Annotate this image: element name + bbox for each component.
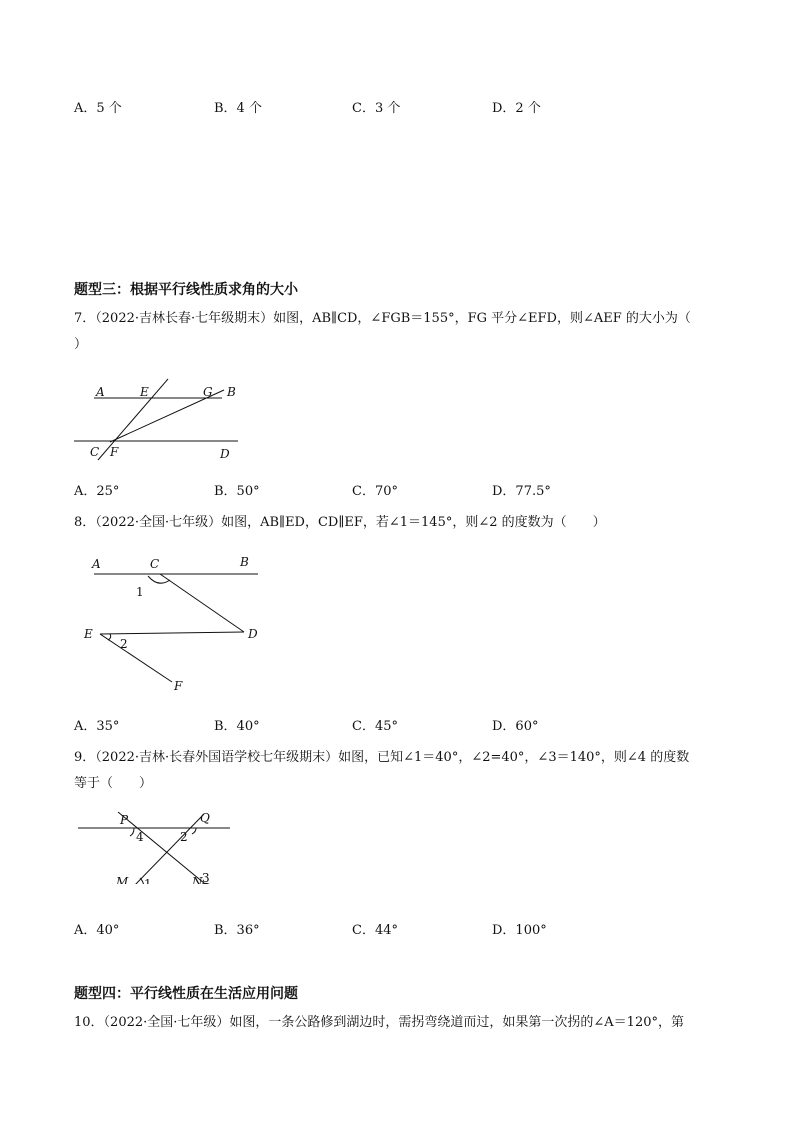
- q9-option-d: D．100°: [492, 923, 547, 938]
- label-angle-2: 2: [180, 830, 188, 844]
- line-cd: [160, 574, 244, 632]
- q6-option-d: D．2 个: [492, 101, 541, 116]
- label-m: M: [116, 875, 129, 884]
- q7-option-c: C．70°: [352, 484, 398, 499]
- label-angle-1: 1: [136, 585, 144, 599]
- question-7-line-2: ）: [74, 337, 88, 352]
- q8-option-c: C．45°: [352, 719, 398, 734]
- label-angle-2: 2: [120, 637, 128, 651]
- q9-option-c: C．44°: [352, 923, 398, 938]
- question-9-line-2: 等于（ ）: [74, 776, 153, 791]
- question-9-text: [74, 745, 730, 797]
- q7-option-b: B．50°: [214, 484, 260, 499]
- label-p: P: [120, 813, 129, 827]
- line-ef: [98, 379, 168, 460]
- label-n: N: [192, 875, 203, 884]
- angle-1-arc: [148, 576, 170, 583]
- line-ef: [100, 634, 172, 682]
- q6-option-c: C．3 个: [352, 101, 401, 116]
- q7-option-a: A．25°: [74, 484, 120, 499]
- label-f: F: [174, 679, 183, 693]
- label-c: C: [90, 445, 100, 459]
- question-7-text: [74, 306, 730, 358]
- angle-2-arc: [192, 828, 196, 834]
- q8-option-b: B．40°: [214, 719, 260, 734]
- label-q: Q: [200, 811, 210, 825]
- label-angle-4: 4: [136, 830, 144, 844]
- label-angle-1: 1: [144, 877, 152, 884]
- question-7-line-1: 7．（2022·吉林长春·七年级期末）如图，AB∥CD，∠FGB＝155°，FG 平分∠EFD，则∠AEF 的大小为（: [74, 311, 691, 326]
- question-7-figure: [70, 378, 250, 466]
- q8-option-d: D．60°: [492, 719, 539, 734]
- label-e: E: [140, 385, 149, 399]
- q9-option-b: B．36°: [214, 923, 260, 938]
- q7-diagram: [70, 378, 250, 462]
- section-4-heading: 题型四：平行线性质在生活应用问题: [74, 986, 298, 1002]
- label-a: A: [96, 385, 105, 399]
- line-pn: [118, 812, 210, 884]
- q6-option-b: B．4 个: [214, 101, 262, 116]
- question-10-text: [74, 1010, 738, 1036]
- line-ed: [100, 632, 244, 634]
- question-8-figure: [80, 552, 270, 702]
- question-10-line-1: 10．（2022·全国·七年级）如图，一条公路修到湖边时，需拐弯绕道而过，如果第一次拐的∠A＝120°，第: [74, 1015, 684, 1030]
- label-a: A: [92, 557, 101, 571]
- question-8-line-1: 8．（2022·全国·七年级）如图，AB∥ED，CD∥EF，若∠1＝145°，则∠2 的度数为（ ）: [74, 515, 606, 530]
- q6-option-a: A．5 个: [74, 101, 122, 116]
- q7-option-d: D．77.5°: [492, 484, 551, 499]
- q8-option-a: A．35°: [74, 719, 120, 734]
- label-d: D: [220, 447, 230, 461]
- label-c: C: [150, 557, 160, 571]
- q8-diagram: [80, 552, 270, 698]
- label-g: G: [203, 385, 213, 399]
- label-d: D: [248, 627, 258, 641]
- angle-4-arc: [130, 828, 134, 836]
- question-8-text: [74, 510, 730, 536]
- q9-option-a: A．40°: [74, 923, 120, 938]
- q9-diagram: [72, 808, 252, 884]
- question-9-figure: [72, 808, 252, 888]
- label-b: B: [240, 555, 249, 569]
- label-b: B: [227, 385, 236, 399]
- label-f: F: [110, 445, 119, 459]
- label-angle-3: 3: [202, 871, 210, 884]
- label-e: E: [84, 627, 93, 641]
- question-9-line-1: 9．（2022·吉林·长春外国语学校七年级期末）如图，已知∠1＝40°，∠2=40°，∠3＝140°，则∠4 的度数: [74, 750, 690, 765]
- section-3-heading: 题型三：根据平行线性质求角的大小: [74, 282, 298, 298]
